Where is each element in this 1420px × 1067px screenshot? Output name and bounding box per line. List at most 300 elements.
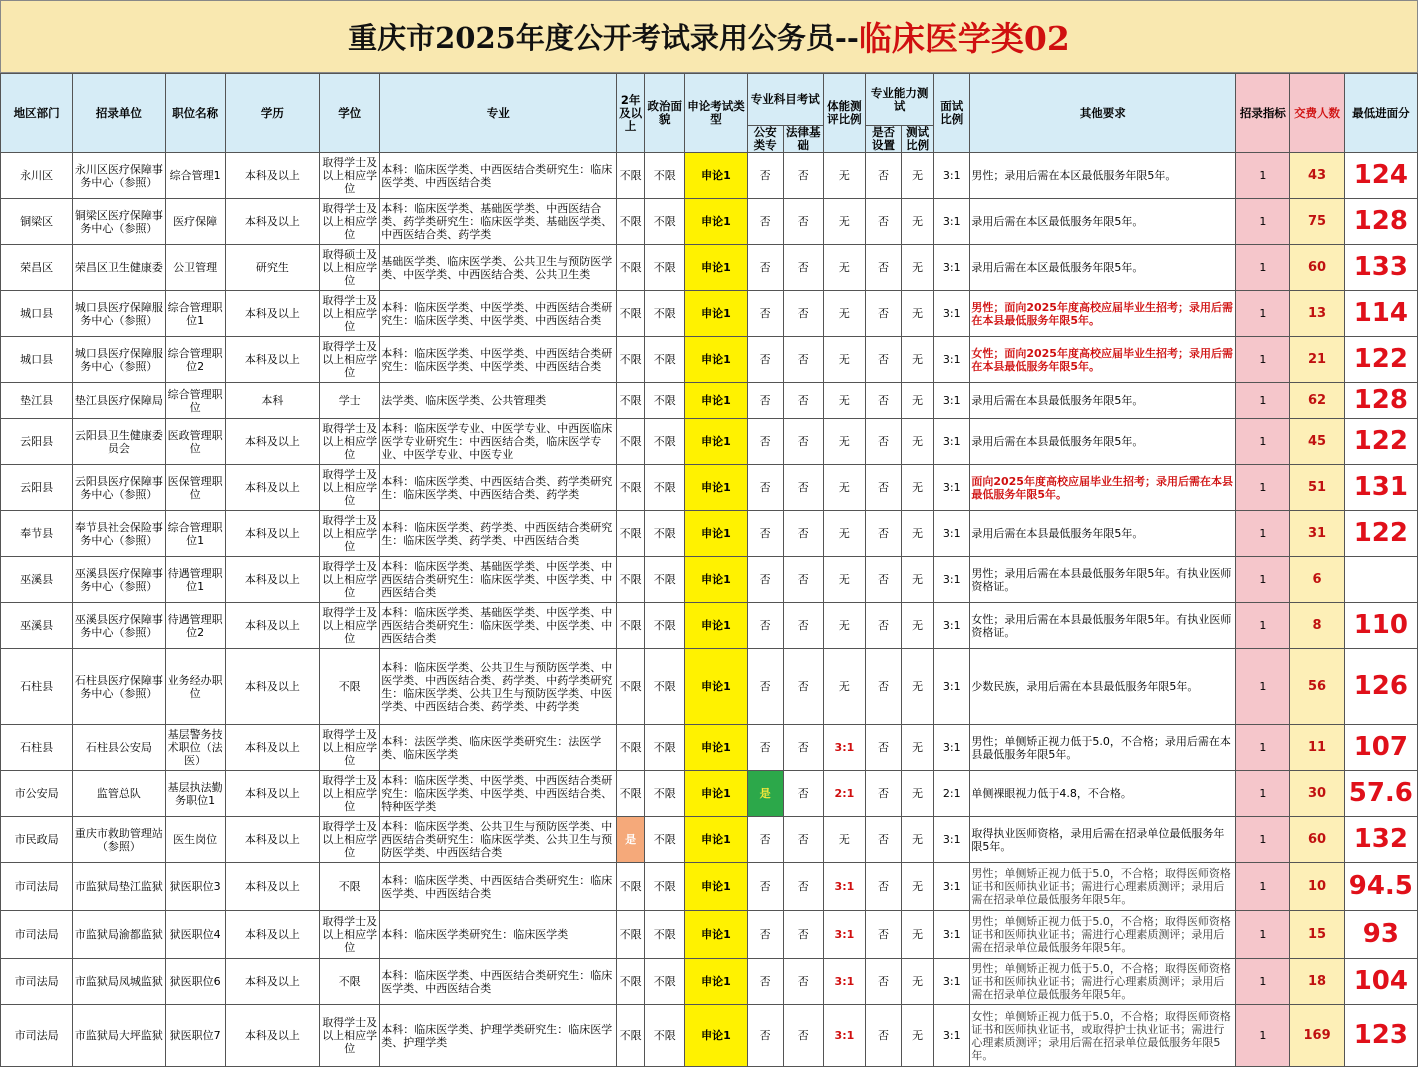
cell-quota [1236, 649, 1290, 725]
cell-min-score [1344, 337, 1417, 383]
cell-exam-type [685, 725, 747, 771]
cell-unit [73, 959, 165, 1005]
cell-unit-text: 垫江县医疗保障局 [74, 394, 163, 407]
cell-education-text: 本科及以上 [244, 527, 300, 540]
cell-education [225, 245, 319, 291]
table-row [1, 337, 1418, 383]
cell-ability-ratio [902, 1005, 934, 1067]
cell-ability-ratio-text: 无 [912, 1029, 924, 1042]
cell-two-year-text: 不限 [619, 215, 642, 228]
cell-pub-security-text: 否 [759, 880, 771, 893]
header-interview: 面试比例 [934, 74, 970, 153]
cell-paid [1290, 603, 1344, 649]
cell-region [1, 649, 73, 725]
cell-degree [320, 383, 380, 419]
cell-education [225, 465, 319, 511]
table-row [1, 511, 1418, 557]
cell-min-score-text: 122 [1353, 344, 1408, 374]
cell-paid-text: 15 [1308, 927, 1327, 942]
cell-exam-type-text: 申论1 [701, 353, 731, 366]
cell-two-year [617, 557, 645, 603]
header-two-year: 2年及以上 [617, 74, 645, 153]
cell-unit [73, 557, 165, 603]
cell-political-text: 不限 [653, 353, 676, 366]
cell-other [970, 245, 1236, 291]
cell-ability-ratio-text: 无 [912, 261, 924, 274]
cell-degree-text: 不限 [338, 680, 361, 693]
cell-interview [934, 817, 970, 863]
cell-other-text: 录用后需在本区最低服务年限5年。 [971, 261, 1144, 274]
cell-exam-type [685, 557, 747, 603]
cell-ability-set [865, 465, 901, 511]
cell-political-text: 不限 [653, 527, 676, 540]
cell-position [165, 649, 225, 725]
cell-ability-ratio [902, 817, 934, 863]
cell-ability-ratio-text: 无 [912, 573, 924, 586]
cell-major-text: 本科：临床医学类、公共卫生与预防医学类、中西医结合类研究生：临床医学类、公共卫生与预防医学类、中西医结合类 [381, 820, 613, 859]
cell-ability-ratio [902, 511, 934, 557]
cell-major [380, 419, 617, 465]
cell-exam-type-text: 申论1 [701, 1029, 731, 1042]
cell-degree-text: 取得学士及以上相应学位 [322, 422, 378, 461]
cell-interview-text: 3:1 [942, 169, 961, 182]
cell-quota-text: 1 [1259, 833, 1267, 846]
cell-law-basics-text: 否 [797, 261, 809, 274]
cell-quota-text: 1 [1259, 481, 1267, 494]
cell-other [970, 383, 1236, 419]
cell-pub-security-text: 否 [759, 928, 771, 941]
cell-ability-set [865, 771, 901, 817]
cell-interview-text: 3:1 [942, 573, 961, 586]
cell-education [225, 419, 319, 465]
cell-interview [934, 649, 970, 725]
cell-unit-text: 城口县医疗保障服务中心（参照） [74, 300, 163, 327]
cell-two-year-text: 不限 [619, 975, 642, 988]
cell-min-score-text: 104 [1353, 966, 1408, 996]
cell-unit-text: 云阳县卫生健康委员会 [74, 428, 163, 455]
cell-quota-text: 1 [1259, 353, 1267, 366]
cell-law-basics [783, 771, 823, 817]
cell-pub-security [747, 511, 783, 557]
cell-ability-ratio [902, 603, 934, 649]
cell-physical-text: 无 [838, 261, 850, 274]
cell-education [225, 1005, 319, 1067]
cell-region-text: 奉节县 [20, 527, 54, 540]
cell-quota-text: 1 [1259, 215, 1267, 228]
cell-interview [934, 725, 970, 771]
cell-two-year-text: 不限 [619, 787, 642, 800]
cell-quota-text: 1 [1259, 307, 1267, 320]
cell-degree [320, 725, 380, 771]
cell-min-score-text: 110 [1353, 610, 1408, 640]
cell-position-text: 综合管理职位1 [167, 300, 223, 327]
cell-physical [823, 603, 865, 649]
header-unit: 招录单位 [73, 74, 165, 153]
cell-major-text: 法学类、临床医学类、公共管理类 [381, 394, 547, 407]
cell-region-text: 巫溪县 [20, 619, 54, 632]
cell-other [970, 419, 1236, 465]
cell-ability-ratio [902, 465, 934, 511]
cell-ability-set-text: 否 [878, 573, 890, 586]
cell-law-basics [783, 291, 823, 337]
cell-education [225, 863, 319, 911]
cell-unit [73, 511, 165, 557]
cell-min-score [1344, 245, 1417, 291]
cell-paid [1290, 959, 1344, 1005]
cell-two-year [617, 383, 645, 419]
cell-position [165, 383, 225, 419]
cell-interview [934, 337, 970, 383]
cell-other-text: 录用后需在本区最低服务年限5年。 [971, 215, 1144, 228]
cell-ability-set-text: 否 [878, 928, 890, 941]
cell-two-year [617, 1005, 645, 1067]
cell-quota-text: 1 [1259, 435, 1267, 448]
cell-paid [1290, 419, 1344, 465]
cell-political [645, 911, 685, 959]
cell-unit [73, 603, 165, 649]
cell-quota [1236, 863, 1290, 911]
cell-exam-type [685, 817, 747, 863]
cell-political [645, 419, 685, 465]
cell-position [165, 603, 225, 649]
cell-law-basics-text: 否 [797, 353, 809, 366]
cell-min-score-text: 131 [1353, 472, 1408, 502]
cell-interview-text: 3:1 [942, 741, 961, 754]
cell-other [970, 863, 1236, 911]
cell-interview [934, 153, 970, 199]
cell-political-text: 不限 [653, 833, 676, 846]
cell-interview-text: 3:1 [942, 353, 961, 366]
cell-ability-set [865, 1005, 901, 1067]
header-pub-security: 公安类专 [747, 126, 783, 153]
cell-other [970, 725, 1236, 771]
cell-degree-text: 取得学士及以上相应学位 [322, 514, 378, 553]
cell-pub-security [747, 649, 783, 725]
cell-region [1, 817, 73, 863]
cell-min-score [1344, 383, 1417, 419]
cell-two-year [617, 649, 645, 725]
cell-law-basics [783, 419, 823, 465]
cell-degree [320, 817, 380, 863]
cell-paid [1290, 465, 1344, 511]
cell-region [1, 603, 73, 649]
cell-ability-ratio [902, 557, 934, 603]
cell-quota-text: 1 [1259, 1029, 1267, 1042]
cell-ability-ratio-text: 无 [912, 481, 924, 494]
cell-education [225, 153, 319, 199]
cell-degree [320, 419, 380, 465]
table-row [1, 911, 1418, 959]
cell-paid-text: 60 [1308, 832, 1327, 847]
cell-position-text: 综合管理职位2 [167, 346, 223, 373]
cell-physical [823, 959, 865, 1005]
cell-position [165, 557, 225, 603]
cell-min-score [1344, 199, 1417, 245]
cell-paid-text: 169 [1303, 1028, 1331, 1043]
cell-political [645, 649, 685, 725]
cell-physical [823, 511, 865, 557]
cell-pub-security [747, 603, 783, 649]
cell-major-text: 本科：临床医学类、中西医结合类研究生：临床医学类、中西医结合类 [381, 873, 613, 900]
cell-exam-type [685, 911, 747, 959]
cell-region [1, 959, 73, 1005]
header-quota: 招录指标 [1236, 74, 1290, 153]
cell-political [645, 959, 685, 1005]
cell-unit [73, 771, 165, 817]
cell-education-text: 本科及以上 [244, 215, 300, 228]
cell-other [970, 911, 1236, 959]
cell-ability-set-text: 否 [878, 215, 890, 228]
cell-region-text: 城口县 [20, 353, 54, 366]
cell-other [970, 199, 1236, 245]
cell-degree [320, 511, 380, 557]
cell-law-basics [783, 911, 823, 959]
recruitment-table [0, 73, 1418, 1067]
title-highlight: 临床医学类02 [858, 19, 1070, 58]
cell-exam-type [685, 649, 747, 725]
cell-physical-text: 无 [838, 435, 850, 448]
cell-political-text: 不限 [653, 573, 676, 586]
cell-political-text: 不限 [653, 880, 676, 893]
cell-min-score [1344, 863, 1417, 911]
cell-physical [823, 383, 865, 419]
cell-degree [320, 771, 380, 817]
cell-pub-security [747, 863, 783, 911]
cell-other-text: 女性；单侧矫正视力低于5.0，不合格；取得医师资格证书和医师执业证书，或取得护士执业证书；需进行心理素质测评；录用后需在招录单位最低服务年限5年。 [971, 1009, 1231, 1062]
cell-major [380, 771, 617, 817]
cell-exam-type-text: 申论1 [701, 481, 731, 494]
cell-degree [320, 199, 380, 245]
cell-physical [823, 419, 865, 465]
cell-exam-type-text: 申论1 [701, 527, 731, 540]
cell-pub-security-text: 否 [759, 741, 771, 754]
cell-exam-type [685, 199, 747, 245]
cell-unit [73, 199, 165, 245]
cell-other [970, 557, 1236, 603]
cell-other-text: 女性；录用后需在本县最低服务年限5年。有执业医师资格证。 [971, 612, 1232, 639]
cell-two-year [617, 337, 645, 383]
cell-degree-text: 取得学士及以上相应学位 [322, 820, 378, 859]
cell-ability-set [865, 511, 901, 557]
cell-ability-set [865, 153, 901, 199]
cell-interview-text: 3:1 [942, 833, 961, 846]
cell-region [1, 911, 73, 959]
cell-unit-text: 奉节县社会保险事务中心（参照） [74, 520, 163, 547]
cell-paid [1290, 817, 1344, 863]
cell-other [970, 291, 1236, 337]
cell-position-text: 综合管理职位1 [167, 520, 223, 547]
cell-political [645, 337, 685, 383]
cell-pub-security-text: 是 [759, 787, 771, 800]
cell-interview [934, 291, 970, 337]
cell-ability-ratio-text: 无 [912, 353, 924, 366]
table-row [1, 817, 1418, 863]
cell-major [380, 465, 617, 511]
cell-min-score [1344, 511, 1417, 557]
cell-physical-text: 3:1 [834, 741, 855, 754]
cell-education [225, 911, 319, 959]
cell-position-text: 基层执法勤务职位1 [167, 780, 223, 807]
cell-paid-text: 11 [1308, 740, 1327, 755]
cell-major [380, 199, 617, 245]
cell-major [380, 649, 617, 725]
cell-ability-ratio-text: 无 [912, 169, 924, 182]
cell-education [225, 771, 319, 817]
cell-exam-type [685, 383, 747, 419]
cell-law-basics [783, 199, 823, 245]
cell-political-text: 不限 [653, 307, 676, 320]
cell-min-score-text: 123 [1353, 1020, 1408, 1050]
cell-unit-text: 巫溪县医疗保障事务中心（参照） [74, 612, 163, 639]
cell-other-text: 男性；单侧矫正视力低于5.0，不合格；录用后需在本县最低服务年限5年。 [971, 734, 1231, 761]
cell-pub-security [747, 419, 783, 465]
cell-pub-security [747, 557, 783, 603]
cell-exam-type [685, 959, 747, 1005]
cell-two-year-text: 不限 [619, 741, 642, 754]
cell-interview-text: 3:1 [942, 481, 961, 494]
cell-law-basics-text: 否 [797, 481, 809, 494]
cell-ability-set [865, 557, 901, 603]
cell-interview-text: 3:1 [942, 928, 961, 941]
table-row [1, 291, 1418, 337]
cell-interview-text: 3:1 [942, 1029, 961, 1042]
cell-political-text: 不限 [653, 741, 676, 754]
cell-unit-text: 云阳县医疗保障事务中心（参照） [74, 474, 163, 501]
cell-position [165, 817, 225, 863]
cell-quota-text: 1 [1259, 573, 1267, 586]
cell-region [1, 199, 73, 245]
cell-position [165, 1005, 225, 1067]
cell-unit-text: 市监狱局渝都监狱 [74, 928, 163, 941]
cell-major-text: 本科：临床医学类、中西医结合类研究生：临床医学类、中西医结合类 [381, 162, 613, 189]
cell-law-basics-text: 否 [797, 880, 809, 893]
cell-unit [73, 1005, 165, 1067]
cell-min-score [1344, 603, 1417, 649]
cell-quota [1236, 291, 1290, 337]
cell-major [380, 1005, 617, 1067]
cell-interview [934, 959, 970, 1005]
cell-exam-type-text: 申论1 [701, 833, 731, 846]
cell-exam-type [685, 863, 747, 911]
cell-ability-set-text: 否 [878, 481, 890, 494]
cell-region-text: 市司法局 [14, 1029, 59, 1042]
cell-min-score-text: 128 [1353, 206, 1408, 236]
cell-other-text: 录用后需在本县最低服务年限5年。 [971, 394, 1144, 407]
cell-region-text: 铜梁区 [20, 215, 54, 228]
cell-major [380, 725, 617, 771]
cell-physical [823, 1005, 865, 1067]
cell-degree [320, 465, 380, 511]
header-ability: 专业能力测试 [865, 74, 933, 126]
cell-position [165, 337, 225, 383]
cell-political-text: 不限 [653, 169, 676, 182]
cell-two-year-text: 不限 [619, 394, 642, 407]
cell-degree [320, 1005, 380, 1067]
cell-political [645, 603, 685, 649]
cell-ability-set-text: 否 [878, 435, 890, 448]
cell-exam-type [685, 337, 747, 383]
header-exam-type: 申论考试类型 [685, 74, 747, 153]
cell-education [225, 603, 319, 649]
cell-law-basics-text: 否 [797, 215, 809, 228]
cell-ability-ratio-text: 无 [912, 527, 924, 540]
cell-paid [1290, 649, 1344, 725]
cell-pub-security-text: 否 [759, 394, 771, 407]
cell-degree-text: 不限 [338, 880, 361, 893]
cell-min-score-text: 114 [1353, 298, 1408, 328]
cell-major-text: 本科：临床医学类、护理学类研究生：临床医学类、护理学类 [381, 1022, 613, 1049]
cell-min-score [1344, 419, 1417, 465]
cell-two-year-text: 不限 [619, 169, 642, 182]
cell-unit-text: 重庆市救助管理站（参照） [74, 826, 163, 853]
cell-exam-type-text: 申论1 [701, 680, 731, 693]
cell-interview [934, 911, 970, 959]
cell-pub-security [747, 153, 783, 199]
cell-law-basics [783, 649, 823, 725]
cell-major-text: 本科：临床医学类、基础医学类、中医学类、中西医结合类研究生：临床医学类、中医学类、中西医结合类 [381, 606, 613, 645]
cell-interview [934, 419, 970, 465]
cell-position-text: 医保管理职位 [167, 474, 223, 501]
cell-education-text: 本科 [261, 394, 284, 407]
cell-two-year-text: 不限 [619, 619, 642, 632]
cell-physical-text: 3:1 [834, 1029, 855, 1042]
cell-physical [823, 245, 865, 291]
cell-paid [1290, 557, 1344, 603]
cell-ability-set-text: 否 [878, 787, 890, 800]
cell-min-score-text: 93 [1362, 919, 1399, 949]
cell-political-text: 不限 [653, 435, 676, 448]
header-ability-ratio: 测试比例 [902, 126, 934, 153]
cell-two-year [617, 911, 645, 959]
cell-other-text: 女性；面向2025年度高校应届毕业生招考；录用后需在本县最低服务年限5年。 [971, 346, 1233, 373]
cell-pub-security [747, 959, 783, 1005]
cell-position [165, 959, 225, 1005]
cell-ability-set [865, 383, 901, 419]
cell-paid-text: 6 [1312, 572, 1322, 587]
cell-region-text: 荣昌区 [20, 261, 54, 274]
cell-physical [823, 649, 865, 725]
cell-quota-text: 1 [1259, 680, 1267, 693]
cell-exam-type-text: 申论1 [701, 215, 731, 228]
cell-ability-ratio-text: 无 [912, 787, 924, 800]
cell-degree-text: 不限 [338, 975, 361, 988]
table-row [1, 245, 1418, 291]
cell-physical-text: 无 [838, 394, 850, 407]
cell-quota [1236, 153, 1290, 199]
cell-law-basics [783, 959, 823, 1005]
cell-education-text: 本科及以上 [244, 787, 300, 800]
cell-physical-text: 无 [838, 833, 850, 846]
header-political: 政治面貌 [645, 74, 685, 153]
cell-major [380, 911, 617, 959]
cell-quota [1236, 465, 1290, 511]
cell-region [1, 337, 73, 383]
cell-major [380, 817, 617, 863]
cell-degree-text: 取得学士及以上相应学位 [322, 560, 378, 599]
header-degree: 学位 [320, 74, 380, 153]
cell-degree-text: 取得学士及以上相应学位 [322, 340, 378, 379]
cell-region-text: 石柱县 [20, 680, 54, 693]
header-paid [1290, 74, 1344, 153]
cell-political [645, 863, 685, 911]
cell-paid-text: 62 [1308, 393, 1327, 408]
cell-ability-ratio [902, 291, 934, 337]
cell-major-text: 本科：临床医学类、药学类、中西医结合类研究生：临床医学类、药学类、中西医结合类 [381, 520, 613, 547]
cell-other [970, 817, 1236, 863]
cell-interview [934, 383, 970, 419]
cell-ability-ratio [902, 245, 934, 291]
cell-major-text: 本科：临床医学类、中医学类、中西医结合类研究生：临床医学类、中医学类、中西医结合类 [381, 346, 613, 373]
